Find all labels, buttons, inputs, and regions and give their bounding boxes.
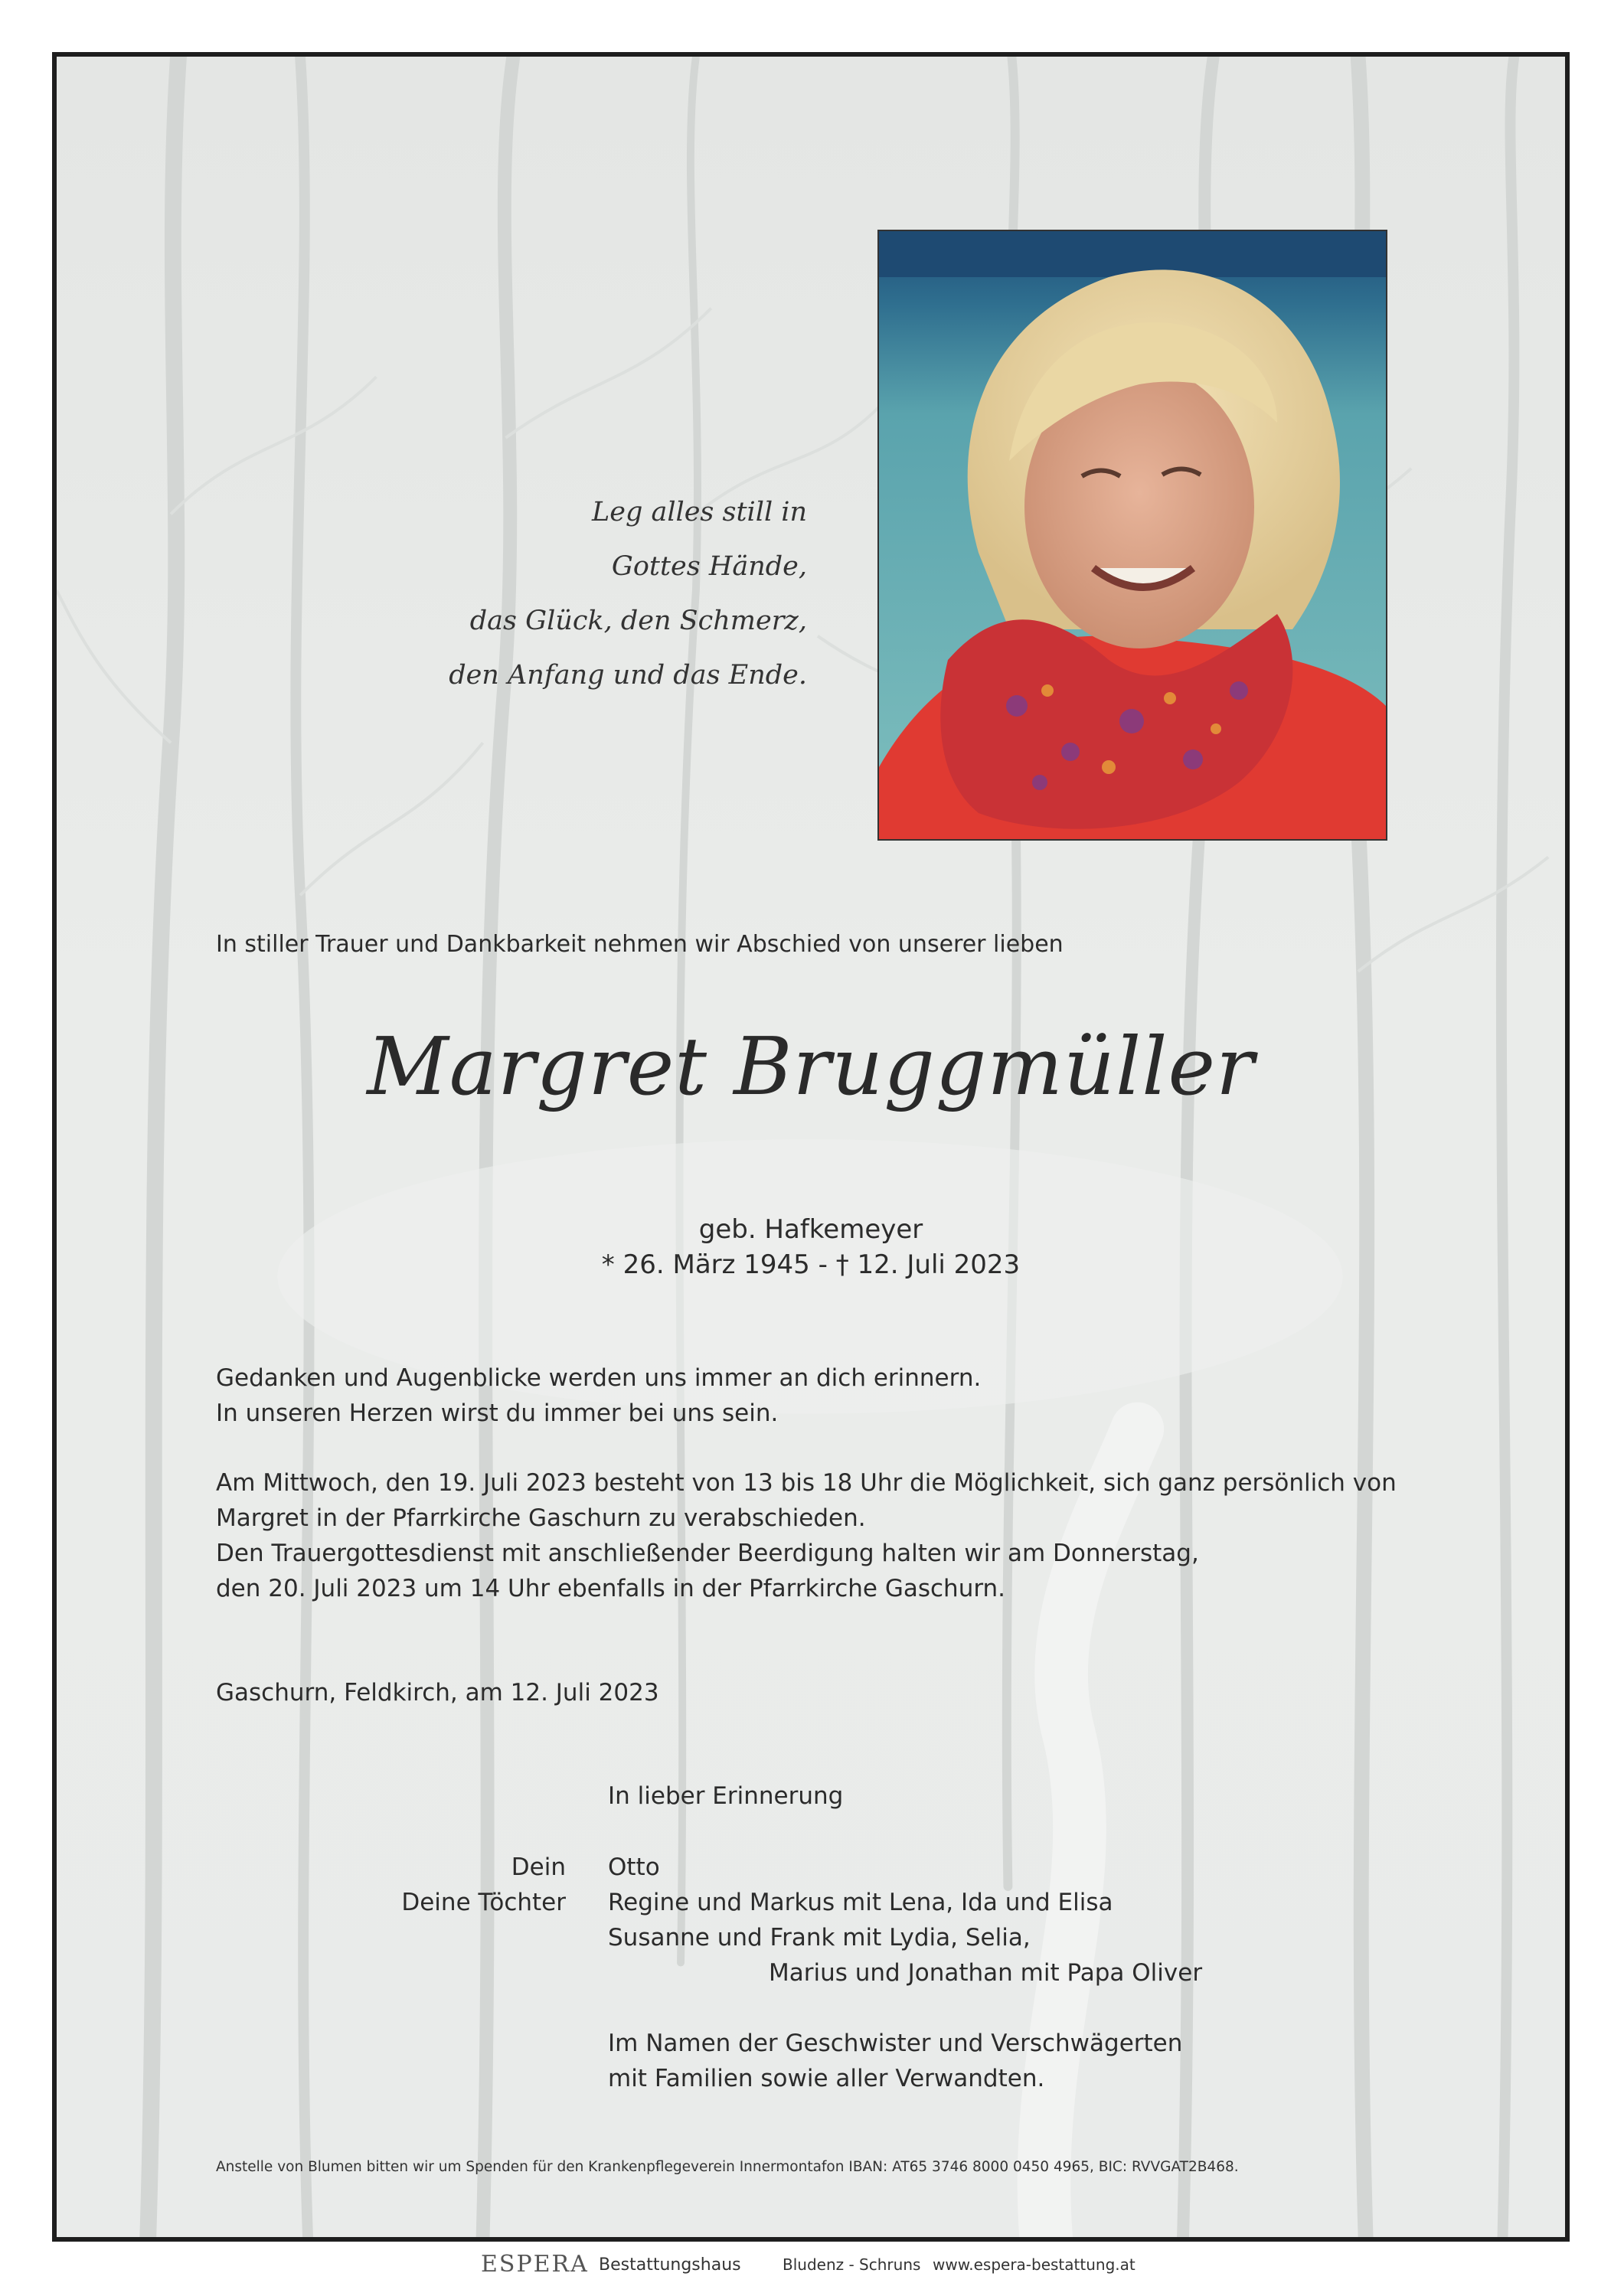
service-line: Margret in der Pfarrkirche Gaschurn zu verabschieden.	[216, 1504, 866, 1532]
deceased-name: Margret Bruggmüller	[367, 1020, 1255, 1113]
verse	[348, 485, 807, 703]
closing-line: Im Namen der Geschwister und Verschwägerten	[608, 2030, 1183, 2057]
funeral-home-footer	[0, 2248, 1624, 2286]
footer-website-link[interactable]: www.espera-bestattung.at	[933, 2255, 1135, 2274]
brand-suffix: Bestattungshaus	[599, 2255, 741, 2275]
portrait-photo	[877, 230, 1387, 841]
service-line: den 20. Juli 2023 um 14 Uhr ebenfalls in der Pfarrkirche Gaschurn.	[216, 1575, 1006, 1602]
daughters-line: Susanne und Frank mit Lydia, Selia,	[608, 1924, 1031, 1951]
daughters-line: Marius und Jonathan mit Papa Oliver	[769, 1959, 1203, 1987]
service-details	[216, 1465, 1397, 1606]
remembrance-message	[216, 1360, 981, 1431]
closing-line: mit Familien sowie aller Verwandten.	[608, 2065, 1045, 2092]
place-date: Gaschurn, Feldkirch, am 12. Juli 2023	[216, 1679, 659, 1706]
life-dates: * 26. März 1945 - † 12. Juli 2023	[601, 1249, 1021, 1280]
husband-name: Otto	[608, 1853, 660, 1881]
footer-location: Bludenz - Schruns	[783, 2255, 921, 2274]
service-line: Am Mittwoch, den 19. Juli 2023 besteht von 13 bis 18 Uhr die Möglichkeit, sich ganz persönlich von	[216, 1469, 1397, 1497]
donation-note: Anstelle von Blumen bitten wir um Spenden für den Krankenpflegeverein Innermontafon IBAN: AT65 3746 8000 0450 4965, BIC: RVVGAT2B468.	[216, 2159, 1239, 2175]
daughters-label: Deine Töchter	[401, 1889, 566, 1916]
daughters-line: Regine und Markus mit Lena, Ida und Elisa	[608, 1889, 1113, 1916]
service-line: Den Trauergottesdienst mit anschließender Beerdigung halten wir am Donnerstag,	[216, 1540, 1199, 1567]
verse-line: den Anfang und das Ende.	[449, 660, 807, 691]
verse-line: Gottes Hände,	[611, 551, 807, 582]
husband-label: Dein	[511, 1853, 566, 1881]
mourners-heading: In lieber Erinnerung	[608, 1782, 844, 1810]
obituary-card	[52, 52, 1570, 2242]
birth-name: geb. Hafkemeyer	[698, 1214, 923, 1245]
intro-text: In stiller Trauer und Dankbarkeit nehmen wir Abschied von unserer lieben	[216, 931, 1064, 958]
message-line: Gedanken und Augenblicke werden uns immer an dich erinnern.	[216, 1364, 982, 1392]
verse-line: das Glück, den Schmerz,	[469, 606, 807, 636]
verse-line: Leg alles still in	[591, 497, 807, 527]
portrait-illustration	[879, 231, 1386, 839]
message-line: In unseren Herzen wirst du immer bei uns sein.	[216, 1399, 779, 1427]
brand-logo: ESPERA	[481, 2251, 589, 2278]
